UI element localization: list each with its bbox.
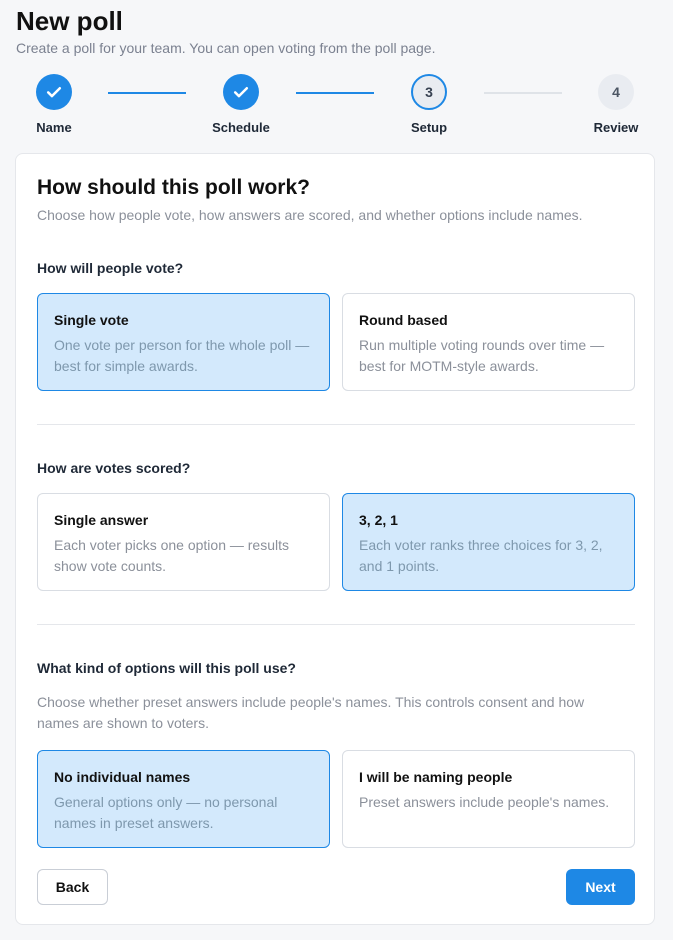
back-button[interactable]: Back — [37, 869, 108, 905]
section-divider — [37, 624, 635, 625]
step-review — [571, 74, 661, 135]
next-button[interactable]: Next — [566, 869, 635, 905]
page-subtitle: Create a poll for your team. You can open voting from the poll page. — [16, 40, 436, 56]
option-title: Round based — [359, 312, 448, 328]
option-description: Run multiple voting rounds over time — best for MOTM-style awards. — [359, 337, 605, 374]
step-number: 4 — [598, 74, 634, 110]
step-schedule[interactable] — [196, 74, 286, 135]
option-description: One vote per person for the whole poll — best for simple awards. — [54, 337, 310, 374]
section-divider — [37, 424, 635, 425]
option-title: Single answer — [54, 512, 149, 528]
step-label: Setup — [410, 120, 448, 135]
option-title: 3, 2, 1 — [359, 512, 398, 528]
option-naming-people[interactable] — [342, 750, 635, 848]
step-label: Schedule — [212, 120, 270, 135]
progress-stepper — [0, 74, 673, 138]
option-3-2-1[interactable] — [342, 493, 635, 591]
option-single-vote[interactable] — [37, 293, 330, 391]
option-no-individual-names[interactable] — [37, 750, 330, 848]
option-kind-help: Choose whether preset answers include people's names. This controls consent and how names are shown to voters. — [37, 694, 585, 731]
check-icon — [36, 74, 72, 110]
option-title: Single vote — [54, 312, 129, 328]
poll-setup-card — [15, 153, 655, 925]
step-connector — [484, 92, 562, 94]
voting-question: How will people vote? — [37, 260, 184, 276]
option-title: No individual names — [54, 769, 191, 785]
card-title: How should this poll work? — [37, 176, 310, 199]
scoring-question: How are votes scored? — [37, 460, 191, 476]
step-setup — [384, 74, 474, 135]
option-description: Preset answers include people's names. — [359, 794, 610, 810]
step-number: 3 — [411, 74, 447, 110]
step-connector — [108, 92, 186, 94]
step-label: Name — [36, 120, 72, 135]
option-description: Each voter ranks three choices for 3, 2, and 1 points. — [359, 537, 603, 574]
option-round-based[interactable] — [342, 293, 635, 391]
page-title: New poll — [16, 6, 123, 36]
option-description: General options only — no personal names in preset answers. — [54, 794, 278, 831]
step-name[interactable] — [9, 74, 99, 135]
step-label: Review — [593, 120, 639, 135]
option-kind-question: What kind of options will this poll use? — [37, 660, 296, 676]
step-connector — [296, 92, 374, 94]
check-icon — [223, 74, 259, 110]
card-subtitle: Choose how people vote, how answers are scored, and whether options include names. — [37, 207, 583, 223]
option-description: Each voter picks one option — results show vote counts. — [54, 537, 290, 574]
option-title: I will be naming people — [359, 769, 513, 785]
option-single-answer[interactable] — [37, 493, 330, 591]
